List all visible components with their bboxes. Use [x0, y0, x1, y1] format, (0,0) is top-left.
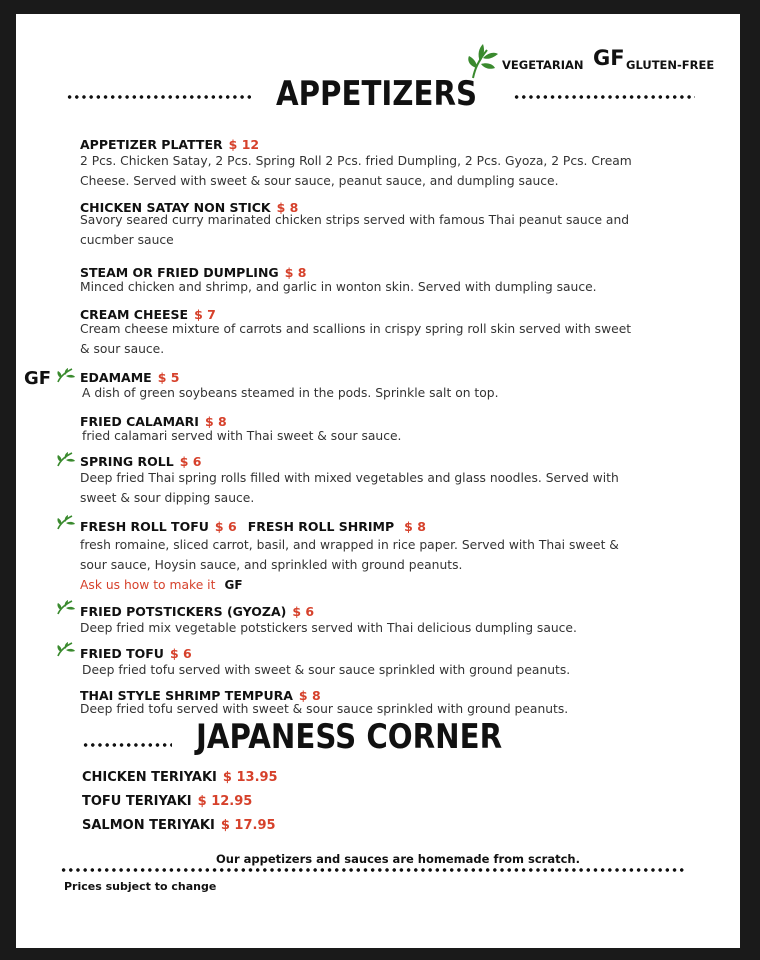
item-price: $ 7 [194, 307, 216, 322]
menu-item [82, 790, 252, 809]
item-name: FRIED POTSTICKERS (GYOZA) [80, 604, 287, 619]
homemade-note: Our appetizers and sauces are homemade from scratch. [216, 852, 580, 866]
menu-item [80, 601, 314, 620]
item-description: Minced chicken and shrimp, and garlic in wonton skin. Served with dumpling sauce. [80, 280, 597, 294]
item-name-secondary: FRESH ROLL SHRIMP [247, 519, 395, 534]
gluten-free-label: GLUTEN-FREE [626, 58, 715, 72]
menu-item [80, 516, 426, 535]
item-description: fried calamari served with Thai sweet & sour sauce. [82, 429, 402, 443]
item-name: TOFU TERIYAKI [82, 794, 192, 809]
item-description: A dish of green soybeans steamed in the pods. Sprinkle salt on top. [82, 386, 499, 400]
item-note [80, 574, 243, 593]
menu-item [80, 643, 192, 662]
item-name: EDAMAME [80, 370, 152, 385]
appetizers-title: APPETIZERS [276, 74, 478, 114]
item-description: fresh romaine, sliced carrot, basil, and wrapped in rice paper. Served with Thai sweet & sour sauce, Hoysin sauce, and sprinkled with ground peanuts. [80, 538, 619, 572]
item-description: 2 Pcs. Chicken Satay, 2 Pcs. Spring Roll 2 Pcs. fried Dumpling, 2 Pcs. Gyoza, 2 Pcs. Cream Cheese. Served with sweet & sour sauce, peanut sauce, and dumpling sauce. [80, 154, 632, 188]
title-divider-left [66, 94, 252, 100]
vegetarian-leaf-icon [56, 451, 76, 467]
menu-item [82, 814, 276, 833]
vegetarian-leaf-icon [56, 599, 76, 615]
item-name: CHICKEN SATAY NON STICK [80, 200, 271, 215]
item-price: $ 8 [284, 265, 307, 280]
vegetarian-leaf-icon [56, 641, 76, 657]
gluten-free-mark: GF [24, 368, 52, 389]
section-divider [82, 742, 172, 748]
item-description: Savory seared curry marinated chicken strips served with famous Thai peanut sauce and cucmber sauce [80, 213, 630, 247]
item-note-text: Ask us how to make it [80, 578, 216, 592]
menu-item [82, 766, 278, 785]
item-name: CREAM CHEESE [80, 307, 189, 322]
item-name: CHICKEN TERIYAKI [82, 770, 217, 785]
item-name: FRIED CALAMARI [80, 414, 199, 429]
item-price: $ 13.95 [222, 770, 278, 785]
item-description: Deep fried mix vegetable potstickers served with Thai delicious dumpling sauce. [80, 621, 577, 635]
vegetarian-label: VEGETARIAN [502, 58, 584, 72]
item-description: Cream cheese mixture of carrots and scallions in crispy spring roll skin served with sweet & sour sauce. [80, 322, 632, 356]
prices-note: Prices subject to change [64, 880, 217, 893]
japanese-title: JAPANESS CORNER [196, 717, 503, 757]
item-price: $ 6 [214, 519, 237, 534]
vegetarian-leaf-icon [56, 367, 76, 383]
gluten-free-mark: GF [224, 578, 243, 592]
item-name: THAI STYLE SHRIMP TEMPURA [80, 688, 293, 703]
item-price: $ 8 [276, 200, 299, 215]
gluten-free-mark: GF [593, 46, 625, 70]
item-name: FRESH ROLL TOFU [80, 519, 209, 534]
item-name: SALMON TERIYAKI [82, 818, 215, 833]
item-name: FRIED TOFU [80, 646, 164, 661]
vegetarian-leaf-icon [56, 514, 76, 530]
menu-item [80, 451, 201, 470]
item-name: STEAM OR FRIED DUMPLING [80, 265, 279, 280]
item-price: $ 12.95 [197, 794, 253, 809]
item-price: $ 8 [298, 688, 321, 703]
item-description: Deep fried tofu served with sweet & sour sauce sprinkled with ground peanuts. [82, 663, 571, 677]
item-price: $ 17.95 [220, 818, 276, 833]
item-price: $ 6 [169, 646, 192, 661]
item-price: $ 6 [179, 454, 202, 469]
item-name: SPRING ROLL [80, 454, 174, 469]
footer-divider [60, 867, 686, 873]
menu-page [16, 14, 740, 948]
item-price: $ 8 [204, 414, 227, 429]
menu-item [80, 134, 259, 153]
item-price: $ 5 [157, 370, 180, 385]
item-price: $ 6 [292, 604, 315, 619]
item-price-secondary: $ 8 [404, 519, 426, 534]
item-price: $ 12 [228, 137, 260, 152]
item-name: APPETIZER PLATTER [80, 137, 223, 152]
item-description: Deep fried tofu served with sweet & sour sauce sprinkled with ground peanuts. [80, 702, 569, 716]
item-description: Deep fried Thai spring rolls filled with mixed vegetables and glass noodles. Served with sweet & sour dipping sauce. [80, 471, 619, 505]
title-divider-right [513, 94, 695, 100]
